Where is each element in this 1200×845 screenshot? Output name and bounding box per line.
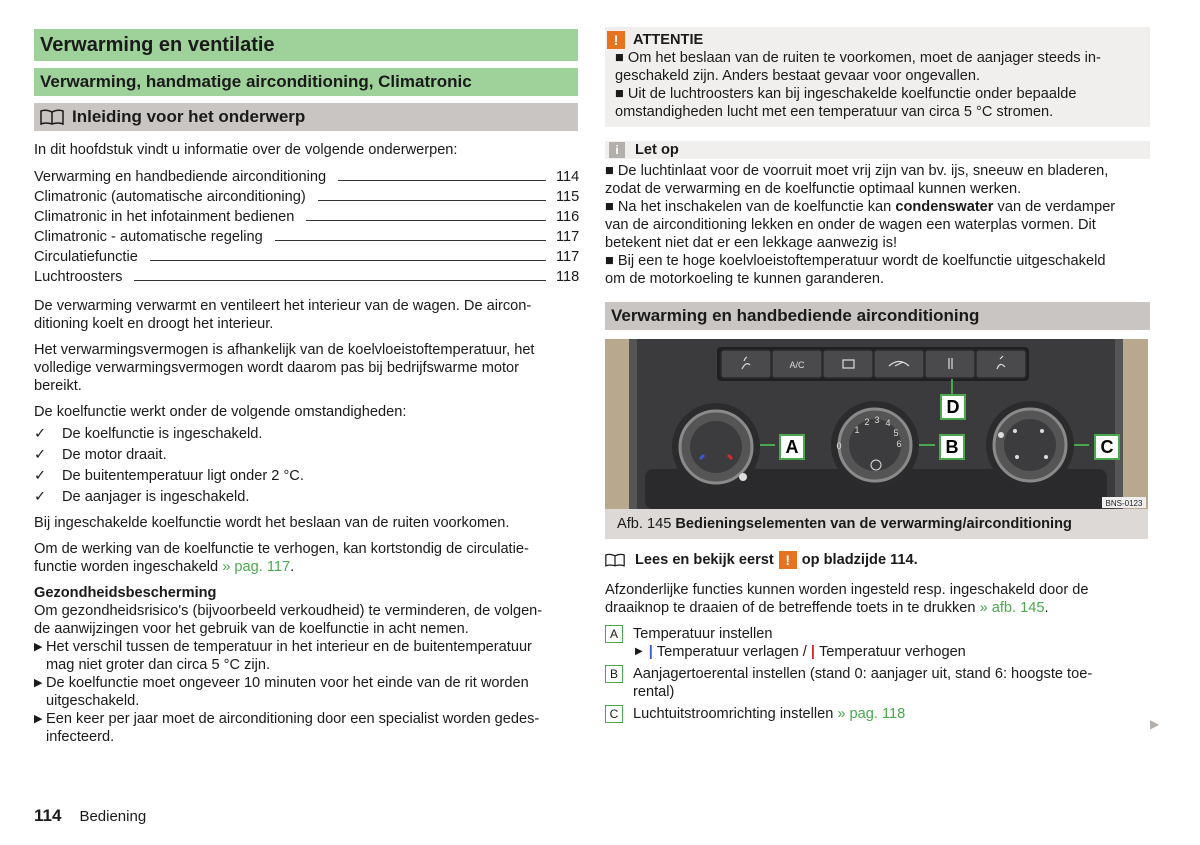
toc-label: Verwarming en handbediende airconditioning bbox=[34, 169, 327, 185]
sub-item-text: Temperatuur verhogen bbox=[818, 644, 966, 660]
sub-item-text: Temperatuur verlagen / bbox=[656, 644, 807, 660]
health-text: Om gezondheidsrisico's (bijvoorbeeld verkoudheid) te verminderen, de volgen- de aanwijzingen voor het gebruik van de koelfunctie in acht nemen. bbox=[34, 603, 543, 637]
figure-caption bbox=[605, 509, 1148, 539]
note-header bbox=[605, 141, 1150, 159]
check-icon: ✓ bbox=[34, 426, 47, 442]
fan-label: 5 bbox=[893, 428, 899, 438]
paragraph: De verwarming verwarmt en ventileert het interieur van de wagen. De aircon- ditioning koelt en droogt het interieur. bbox=[34, 298, 532, 332]
fan-label: 4 bbox=[885, 418, 891, 428]
toc-row[interactable] bbox=[34, 247, 578, 267]
page-number: 114 bbox=[34, 806, 62, 825]
info-icon: i bbox=[609, 142, 625, 158]
health-title: Gezondheidsbescherming bbox=[34, 585, 217, 601]
warning-icon: ! bbox=[607, 31, 625, 49]
note-text: ■ Bij een te hoge koelvloeistoftemperatuur wordt de koelfunctie uitgeschakeld om de motorkoeling te kunnen garanderen. bbox=[605, 253, 1106, 287]
paragraph: Om de werking van de koelfunctie te verhogen, kan kortstondig de circulatie- functie worden ingeschakeld » pag. 117. bbox=[34, 541, 529, 575]
left-column bbox=[34, 29, 578, 746]
list-item bbox=[605, 625, 1150, 643]
next-page-arrow-icon[interactable]: ▶ bbox=[1150, 717, 1160, 731]
read-first-row bbox=[605, 551, 1150, 569]
item-key: C bbox=[605, 705, 623, 723]
caption-number: Afb. 145 bbox=[617, 516, 672, 532]
description: Afzonderlijke functies kunnen worden ingesteld resp. ingeschakeld door de draaiknop te draaien of de betreffende toets in te drukken » afb. 145. bbox=[605, 582, 1089, 616]
paragraph: De koelfunctie werkt onder de volgende omstandigheden: bbox=[34, 404, 407, 420]
list-item bbox=[605, 665, 1150, 701]
warning-box bbox=[605, 27, 1150, 127]
caption-text: Bedieningselementen van de verwarming/airconditioning bbox=[675, 516, 1072, 532]
paragraph: Het verwarmingsvermogen is afhankelijk van de koelvloeistoftemperatuur, het volledige verwarmingsvermogen wordt daarom pas bij bedrijfswarme motor bereikt. bbox=[34, 342, 535, 394]
toc-label: Climatronic (automatische airconditioning) bbox=[34, 189, 306, 205]
warning-icon[interactable]: ! bbox=[779, 551, 797, 569]
red-marker-icon: | bbox=[810, 644, 815, 660]
toc-page: 114 bbox=[556, 169, 580, 185]
item-key: A bbox=[605, 625, 623, 643]
fan-label: 0 bbox=[836, 441, 842, 451]
triangle-bullet-icon: ▶ bbox=[34, 677, 43, 689]
toc-page: 117 bbox=[556, 229, 580, 245]
list-item bbox=[605, 705, 1150, 723]
section-title: Verwarming, handmatige airconditioning, Climatronic bbox=[34, 68, 578, 96]
toc bbox=[34, 167, 578, 287]
item-text: Aanjagertoerental instellen (stand 0: aanjager uit, stand 6: hoogste toe- rental) bbox=[633, 666, 1093, 700]
item-text: Luchtuitstroomrichting instellen bbox=[633, 706, 834, 722]
toc-row[interactable] bbox=[34, 227, 578, 247]
read-first-page: op bladzijde 114. bbox=[801, 552, 918, 568]
sub-item bbox=[605, 643, 1150, 661]
page-link[interactable]: » pag. 118 bbox=[837, 706, 906, 722]
list-item: ▶ Een keer per jaar moet de airconditioning door een specialist worden gedes- infecteerd. bbox=[34, 711, 540, 745]
paragraph: Bij ingeschakelde koelfunctie wordt het beslaan van de ruiten voorkomen. bbox=[34, 515, 510, 531]
fan-label: 3 bbox=[874, 415, 880, 425]
section-heading: Verwarming en handbediende airconditioning bbox=[605, 302, 1150, 330]
read-first-text: Lees en bekijk eerst bbox=[635, 552, 774, 568]
list-item: ✓ De koelfunctie is ingeschakeld. bbox=[34, 424, 578, 445]
check-icon: ✓ bbox=[34, 447, 47, 463]
callout-d: D bbox=[940, 394, 966, 420]
check-list bbox=[34, 424, 578, 508]
figure-link[interactable]: » afb. 145 bbox=[979, 600, 1045, 616]
toc-page: 118 bbox=[556, 269, 580, 285]
ac-button-label: A/C bbox=[789, 360, 805, 370]
warning-title: ATTENTIE bbox=[633, 32, 704, 48]
list-item: ✓ De aanjager is ingeschakeld. bbox=[34, 487, 578, 508]
figure-code: BNS-0123 bbox=[1105, 499, 1143, 508]
toc-row[interactable] bbox=[34, 167, 578, 187]
note-text: ■ De luchtinlaat voor de voorruit moet vrij zijn van bv. ijs, sneeuw en bladeren, zodat de verwarming en de koelfunctie optimaal kunnen werken. bbox=[605, 163, 1109, 197]
chapter-title: Verwarming en ventilatie bbox=[34, 29, 578, 61]
item-key: B bbox=[605, 665, 623, 683]
item-text: Temperatuur instellen bbox=[633, 626, 773, 642]
fan-label: 1 bbox=[854, 425, 860, 435]
control-panel-illustration bbox=[605, 339, 1148, 509]
check-icon: ✓ bbox=[34, 489, 47, 505]
check-icon: ✓ bbox=[34, 468, 47, 484]
toc-row[interactable] bbox=[34, 267, 578, 287]
book-icon bbox=[605, 552, 625, 568]
subsection-title-text: Inleiding voor het onderwerp bbox=[72, 107, 306, 126]
intro-text: In dit hoofdstuk vindt u informatie over de volgende onderwerpen: bbox=[34, 142, 458, 158]
triangle-bullet-icon: ▶ bbox=[34, 641, 43, 653]
triangle-bullet-icon: ▶ bbox=[635, 646, 643, 657]
toc-page: 116 bbox=[556, 209, 580, 225]
blue-marker-icon: | bbox=[648, 644, 653, 660]
footer-section: Bediening bbox=[79, 808, 147, 825]
note-title: Let op bbox=[635, 142, 679, 158]
triangle-bullet-icon: ▶ bbox=[34, 713, 43, 725]
warning-text: ■ Om het beslaan van de ruiten te voorkomen, moet de aanjager steeds in- geschakeld zijn. Anders bestaat gevaar voor ongevallen. ■ Uit de luchtroosters kan bij ingeschakelde koelfunctie onder bepaalde omstandigheden lucht met een temperatuur van circa 5 °C stromen. bbox=[615, 50, 1101, 120]
book-icon bbox=[40, 109, 64, 125]
callout-c: C bbox=[1094, 434, 1120, 460]
list-item: ▶ Het verschil tussen de temperatuur in het interieur en de buitentemperatuur mag niet groter dan circa 5 °C zijn. bbox=[34, 639, 532, 673]
toc-row[interactable] bbox=[34, 207, 578, 227]
subsection-title bbox=[34, 103, 578, 131]
list-item: ▶ De koelfunctie moet ongeveer 10 minuten voor het einde van de rit worden uitgeschakeld. bbox=[34, 675, 529, 709]
page-footer bbox=[34, 806, 146, 826]
control-panel-figure bbox=[605, 339, 1148, 509]
list-item: ✓ De motor draait. bbox=[34, 445, 578, 466]
right-column bbox=[605, 27, 1150, 723]
toc-label: Climatronic - automatische regeling bbox=[34, 229, 263, 245]
note-text: ■ Na het inschakelen van de koelfunctie kan condenswater van de verdamper van de airconditioning lekken en onder de wagen een waterplas vormen. Dit betekent niet dat er een lekkage aanwezig is! bbox=[605, 199, 1116, 251]
toc-label: Luchtroosters bbox=[34, 269, 123, 285]
toc-label: Circulatiefunctie bbox=[34, 249, 138, 265]
toc-label: Climatronic in het infotainment bedienen bbox=[34, 209, 295, 225]
callout-a: A bbox=[779, 434, 805, 460]
toc-row[interactable] bbox=[34, 187, 578, 207]
page-link[interactable]: » pag. 117 bbox=[222, 559, 291, 575]
toc-page: 117 bbox=[556, 249, 580, 265]
callout-b: B bbox=[939, 434, 965, 460]
fan-label: 2 bbox=[864, 417, 870, 427]
toc-page: 115 bbox=[556, 189, 580, 205]
list-item: ✓ De buitentemperatuur ligt onder 2 °C. bbox=[34, 466, 578, 487]
fan-label: 6 bbox=[896, 439, 902, 449]
